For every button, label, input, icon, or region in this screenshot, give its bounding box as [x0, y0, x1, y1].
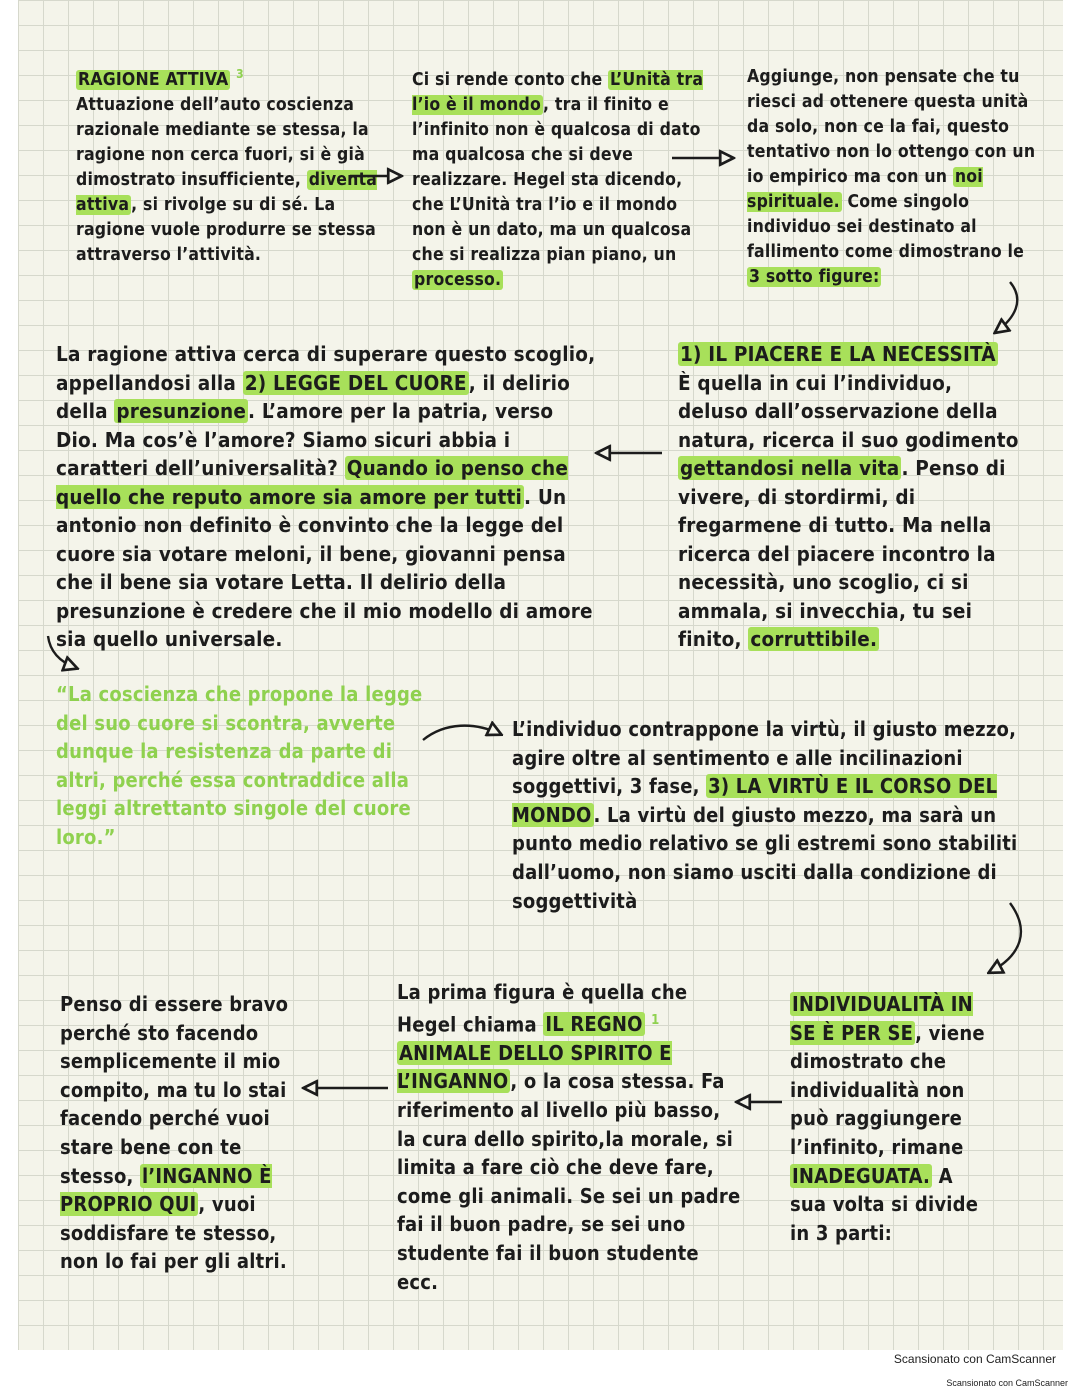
text: . Un antonio non definito è convinto che la legge del cuore sia votare meloni, il bene, giovanni pensa che il bene sia votare Letta. Il delirio della presunzione è credere che il mio modello di amore sia quello universale. [56, 484, 593, 651]
highlight: presunzione [116, 399, 247, 423]
text: , o la cosa stessa. Fa riferimento al livello più basso, la cura dello spirito,la morale, si limita a fare ciò che deve fare, come gli animali. Se sei un padre fai il buon padre, se sei uno studente fai il buon studente ecc. [397, 1069, 741, 1294]
highlight: IL REGNO [545, 1012, 643, 1037]
text: L’individuo contrappone la virtù, il giusto mezzo, agire oltre al sentimento e alle incilinazioni soggettivi, 3 fase, [512, 717, 1017, 799]
text: È quella in cui l’individuo, deluso dall’osservazione della natura, ricerca il suo godimento [678, 370, 1019, 452]
highlight: Quando io penso che quello che reputo amore sia amore per tutti [56, 456, 569, 509]
text: Attuazione dell’auto coscienza razionale mediante se stessa, la ragione non cerca fuori, si è già dimostrato insufficiente, [76, 94, 369, 190]
text: , tra il finito e l’infinito non è qualcosa di dato ma qualcosa che si deve realizzare. Hegel sta dicendo, che L’Unità tra l’io e il mondo non è un dato, ma un qualcosa che si realizza pian piano, un [412, 95, 701, 265]
text: , viene dimostrato che individualità non può raggiungere l’infinito, rimane [790, 1020, 985, 1159]
highlight: noi spirituale. [747, 167, 983, 212]
text: La ragione attiva cerca di superare questo scoglio, appellandosi alla [56, 342, 596, 395]
text: La prima figura è quella che Hegel chiama [397, 980, 688, 1037]
block-virtu-corso-mondo [512, 715, 1027, 915]
text: Come singolo individuo sei destinato al fallimento come dimostrano le [747, 192, 1025, 262]
page-mark-1: 1 [651, 1012, 660, 1028]
text: , vuoi soddisfare te stesso, non lo fai per gli altri. [60, 1192, 287, 1274]
text: , il delirio della [56, 370, 571, 423]
highlight: 3) LA VIRTÙ E IL CORSO DEL MONDO [512, 774, 998, 827]
block-unita [412, 68, 712, 293]
scanner-watermark-small: Scansionato con CamScanner [946, 1378, 1068, 1388]
block-individualita [790, 990, 995, 1247]
title-ragione-attiva: RAGIONE ATTIVA [78, 69, 229, 90]
highlight: 1) IL PIACERE E LA NECESSITÀ [680, 342, 996, 366]
block-noi-spirituale [747, 65, 1039, 290]
highlight: INDIVIDUALITÀ IN SE È PER SE [790, 992, 973, 1045]
text: Penso di essere bravo perché sto facendo semplicemente il mio compito, ma tu lo stai facendo perché vuoi stare bene con te stesso, [60, 992, 289, 1188]
text: . L’amore per la patria, verso Dio. Ma cos’è l’amore? Siamo sicuri abbia i caratteri dell’universalità? [56, 399, 554, 480]
block-inganno [60, 990, 310, 1276]
scanner-watermark: Scansionato con CamScanner [893, 1352, 1056, 1366]
highlight: processo. [414, 270, 502, 290]
text: Ci si rende conto che [412, 70, 609, 90]
block-piacere-necessita [678, 340, 1023, 654]
highlight: diventa attiva [76, 169, 378, 215]
block-ragione-attiva [76, 62, 386, 268]
highlight: l’INGANNO È PROPRIO QUI [60, 1163, 272, 1217]
highlight: corruttibile. [750, 627, 878, 651]
highlight: 3 sotto figure: [749, 267, 880, 287]
text: A sua volta si divide in 3 parti: [790, 1163, 979, 1245]
highlight: gettandosi nella vita [680, 456, 900, 480]
highlight: L’Unità tra l’io è il mondo [412, 70, 704, 115]
text: . Penso di vivere, di stordirmi, di fregarmene di tutto. Ma nella ricerca del piacere incontro la necessità, uno scoglio, ci si ammala, si invecchia, tu sei finito, [678, 456, 1006, 651]
quote-text: “La coscienza che propone la legge del suo cuore si scontra, avverte dunque la resistenza da parte di altri, perché essa contraddice alla leggi altrettanto singole del cuore loro.” [56, 682, 423, 849]
quote-coscienza [56, 680, 426, 852]
highlight: INADEGUATA. [792, 1163, 931, 1188]
text: Aggiunge, non pensate che tu riesci ad ottenere questa unità da solo, non ce la fai, questo tentativo non lo ottengo con un io empirico ma con un [747, 67, 1036, 187]
highlight: ANIMALE DELLO SPIRITO E L’INGANNO [397, 1040, 672, 1094]
text: , si rivolge su di sé. La ragione vuole produrre se stessa attraverso l’attività. [76, 194, 376, 265]
block-regno-animale [397, 978, 742, 1296]
highlight: 2) LEGGE DEL CUORE [244, 370, 467, 395]
block-legge-del-cuore [56, 340, 601, 654]
text: . La virtù del giusto mezzo, ma sarà un punto medio relativo se gli estremi sono stabiliti dall’uomo, non siamo usciti dalla condizione di soggettività [512, 802, 1018, 913]
page-mark-3: 3 [236, 67, 244, 81]
